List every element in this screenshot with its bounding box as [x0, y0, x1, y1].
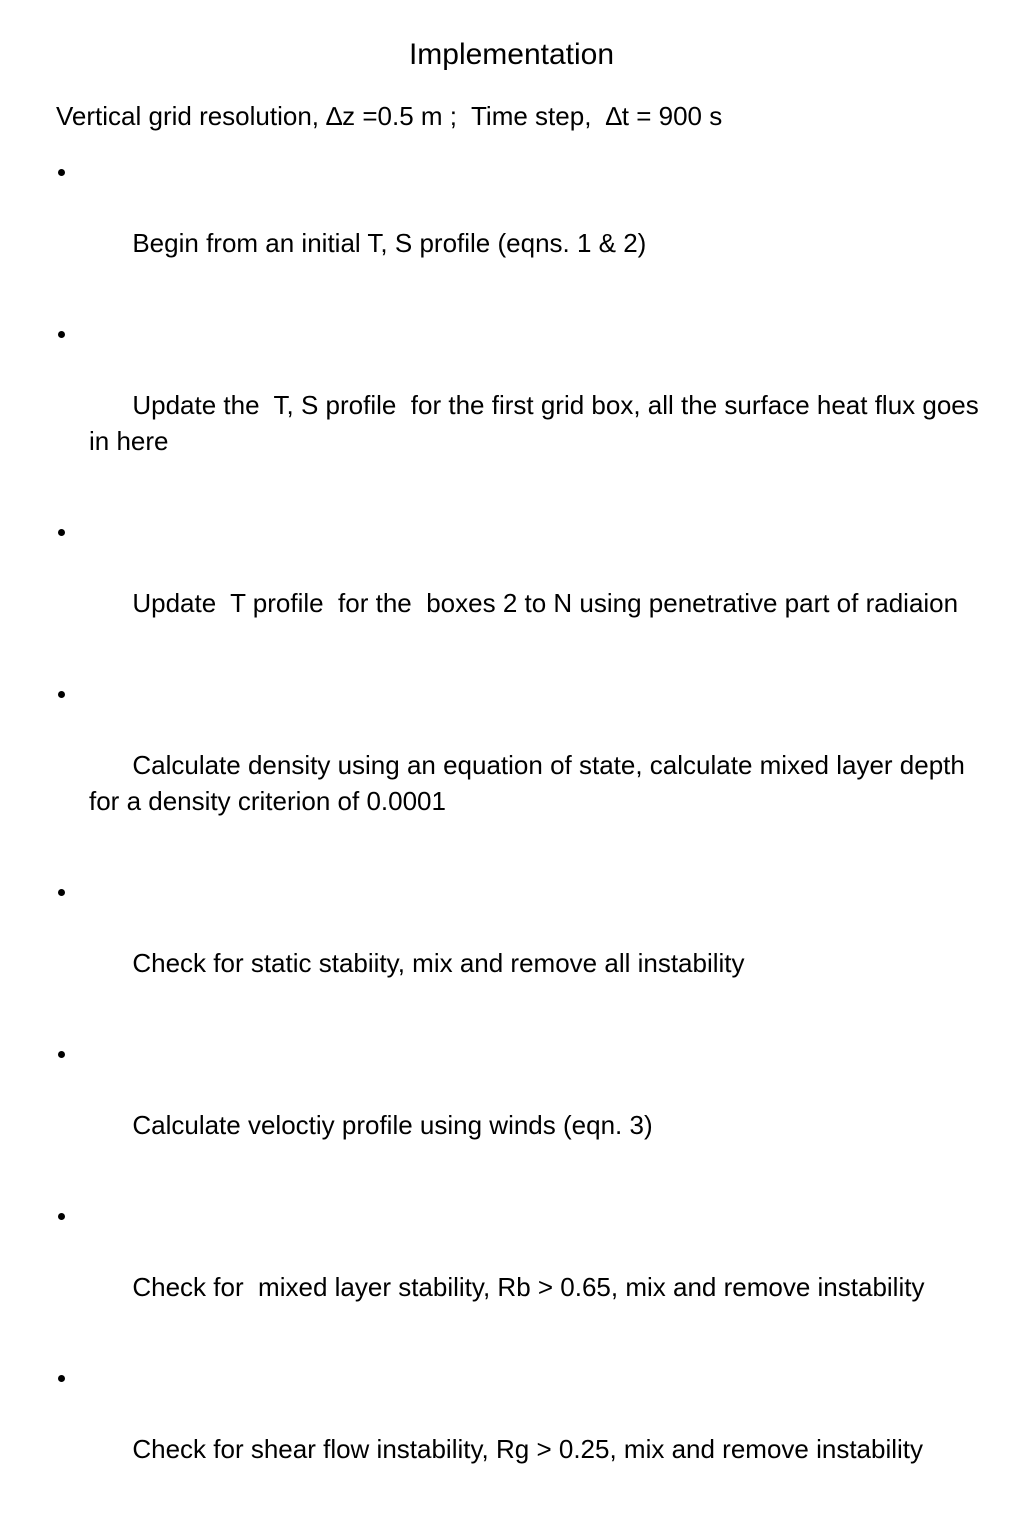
list-item — [56, 873, 986, 1017]
bullet-dot-icon — [58, 1051, 65, 1058]
bullet-dot-icon — [58, 1213, 65, 1220]
bullet-dot-icon — [58, 169, 65, 176]
bullet-text: Update T profile for the boxes 2 to N using penetrative part of radiaion — [132, 588, 959, 618]
bullet-dot-icon — [58, 1375, 65, 1382]
bullet-dot-icon — [58, 529, 65, 536]
bullet-text: Begin from an initial T, S profile (eqns. 1 & 2) — [132, 228, 647, 258]
bullet-text: Calculate density using an equation of state, calculate mixed layer depth for a density criterion of 0.0001 — [89, 750, 973, 816]
bullet-dot-icon — [58, 331, 65, 338]
intro-text: Vertical grid resolution, ∆z =0.5 m ; Time step, ∆t = 900 s — [56, 101, 723, 131]
bullet-text: Update the T, S profile for the first grid box, all the surface heat flux goes in here — [89, 390, 986, 456]
bullet-text: Check for static stabiity, mix and remove all instability — [132, 948, 745, 978]
list-item — [56, 1359, 986, 1503]
list-item — [56, 1035, 986, 1179]
list-item — [56, 153, 986, 297]
slide-title: Implementation — [408, 38, 615, 71]
list-item — [56, 1197, 986, 1341]
bullet-text: Check for mixed layer stability, Rb > 0.65, mix and remove instability — [132, 1272, 925, 1302]
bullet-text: Calculate veloctiy profile using winds (eqn. 3) — [132, 1110, 653, 1140]
bullet-dot-icon — [58, 889, 65, 896]
bullet-text: Check for shear flow instability, Rg > 0.25, mix and remove instability — [132, 1434, 924, 1464]
list-item — [56, 513, 986, 657]
list-item — [56, 315, 986, 495]
list-item — [56, 675, 986, 855]
bullet-dot-icon — [58, 691, 65, 698]
bullet-list — [56, 153, 986, 1521]
